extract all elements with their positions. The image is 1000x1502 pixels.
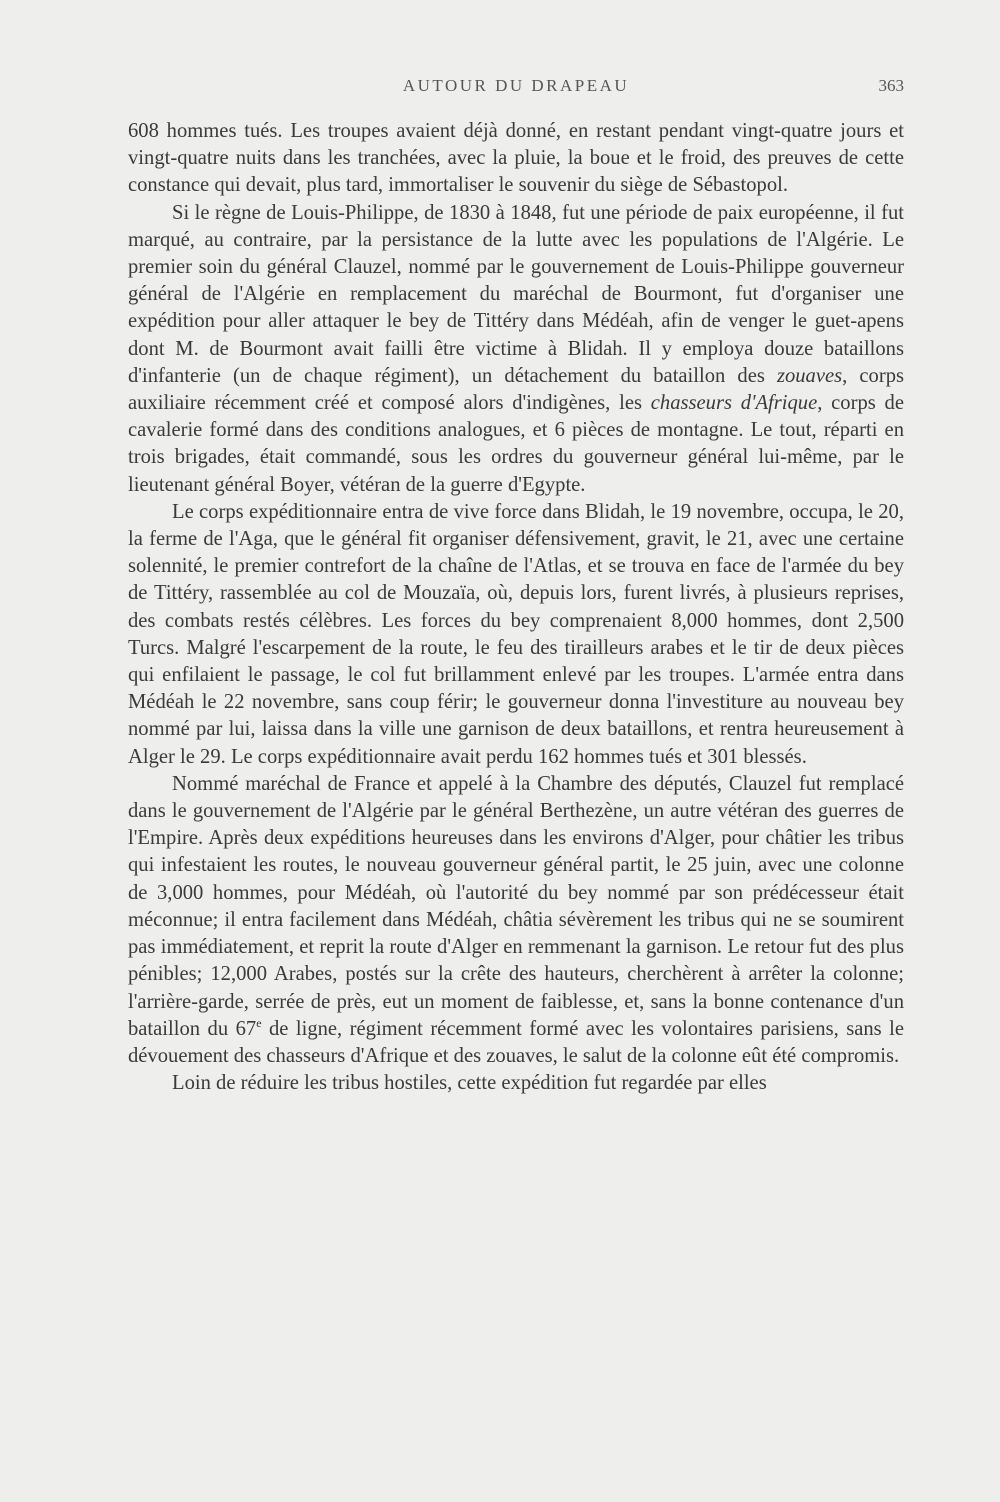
- text-segment: , corps de cavalerie formé dans des conditions analogues, et 6 pièces de montagne. Le tout, réparti en trois brigades, était commandé, sous les ordres du gouverneur général lui-même, par le lieutenant général Boyer, vétéran de la guerre d'Egypte.: [128, 392, 904, 496]
- italic-term: zouaves: [776, 364, 843, 387]
- paragraph-p1: [128, 118, 904, 200]
- text-segment: Si le règne de Louis-Philippe, de 1830 à 1848, fut une période de paix européenne, il fut marqué, au contraire, par la persistance de la lutte avec les populations de l'Algérie. Le premier soin du général Clauzel, nommé par le gouvernement de Louis-Philippe gouverneur général de l'Algérie en remplacement du maréchal de Bourmont, fut d'organiser une expédition pour aller attaquer le bey de Tittéry dans Médéah, afin de venger le guet-apens dont M. de Bourmont avait failli être victime à Blidah. Il y employa douze bataillons d'infanterie (un de chaque régiment), un détachement du bataillon des: [128, 201, 904, 387]
- superscript: e: [256, 1015, 262, 1030]
- page-number: 363: [878, 76, 904, 95]
- italic-term: chasseurs d'Afrique: [650, 392, 818, 415]
- text-segment: Le corps expéditionnaire entra de vive force dans Blidah, le 19 novembre, occupa, le 20, la ferme de l'Aga, que le général fit organiser défensivement, gravit, le 21, avec une certaine solennité, le premier contrefort de la chaîne de l'Atlas, et se trouva en face de l'armée du bey de Tittéry, rassemblée au col de Mouzaïa, où, depuis lors, furent livrés, à plusieurs reprises, des combats restés célèbres. Les forces du bey comprenaient 8,000 hommes, dont 2,500 Turcs. Malgré l'escarpement de la route, le feu des tirailleurs arabes et le tir de deux pièces qui enfilaient le passage, le col fut brillamment enlevé par les troupes. L'armée entra dans Médéah le 22 novembre, sans coup férir; le gouverneur donna l'investiture au nouveau bey nommé par lui, laissa dans la ville une garnison de deux bataillons, et rentra heureusement à Alger le 29. Le corps expéditionnaire avait perdu 162 hommes tués et 301 blessés.: [128, 500, 904, 768]
- text-segment: Nommé maréchal de France et appelé à la Chambre des députés, Clauzel fut remplacé dans le gouvernement de l'Algérie par le général Berthezène, un autre vétéran des guerres de l'Empire. Après deux expéditions heureuses dans les environs d'Alger, pour châtier les tribus qui infestaient les routes, le nouveau gouverneur général partit, le 25 juin, avec une colonne de 3,000 hommes, pour Médéah, où l'autorité du bey nommé par son prédécesseur était méconnue; il entra facilement dans Médéah, châtia sévèrement les tribus qui ne se soumirent pas immédiatement, et reprit la route d'Alger en remmenant la garnison. Le retour fut des plus pénibles; 12,000 Arabes, postés sur la crête des hauteurs, cherchèrent à arrêter la colonne; l'arrière-garde, serrée de près, eut un moment de faiblesse, et, sans la bonne contenance d'un bataillon du 67: [128, 772, 904, 1040]
- text-segment: Loin de réduire les tribus hostiles, cette expédition fut regardée par elles: [172, 1072, 767, 1095]
- body-text: [128, 118, 904, 1097]
- running-head: [128, 76, 904, 100]
- text-segment: 608 hommes tués. Les troupes avaient déjà donné, en restant pendant vingt-quatre jours et vingt-quatre nuits dans les tranchées, avec la pluie, la boue et le froid, des preuves de cette constance qui devait, plus tard, immortaliser le souvenir du siège de Sébastopol.: [128, 120, 904, 197]
- paragraph-p2: [128, 200, 904, 499]
- running-title: AUTOUR DU DRAPEAU: [402, 76, 630, 95]
- text-segment: , corps auxiliaire récemment créé et composé alors d'indigènes, les: [128, 364, 904, 415]
- paragraph-p5: [128, 1070, 904, 1097]
- text-segment: de ligne, régiment récemment formé avec les volontaires parisiens, sans le dévouement des chasseurs d'Afrique et des zouaves, le salut de la colonne eût été compromis.: [128, 1017, 904, 1067]
- paragraph-p3: [128, 499, 904, 771]
- paragraph-p4: [128, 771, 904, 1070]
